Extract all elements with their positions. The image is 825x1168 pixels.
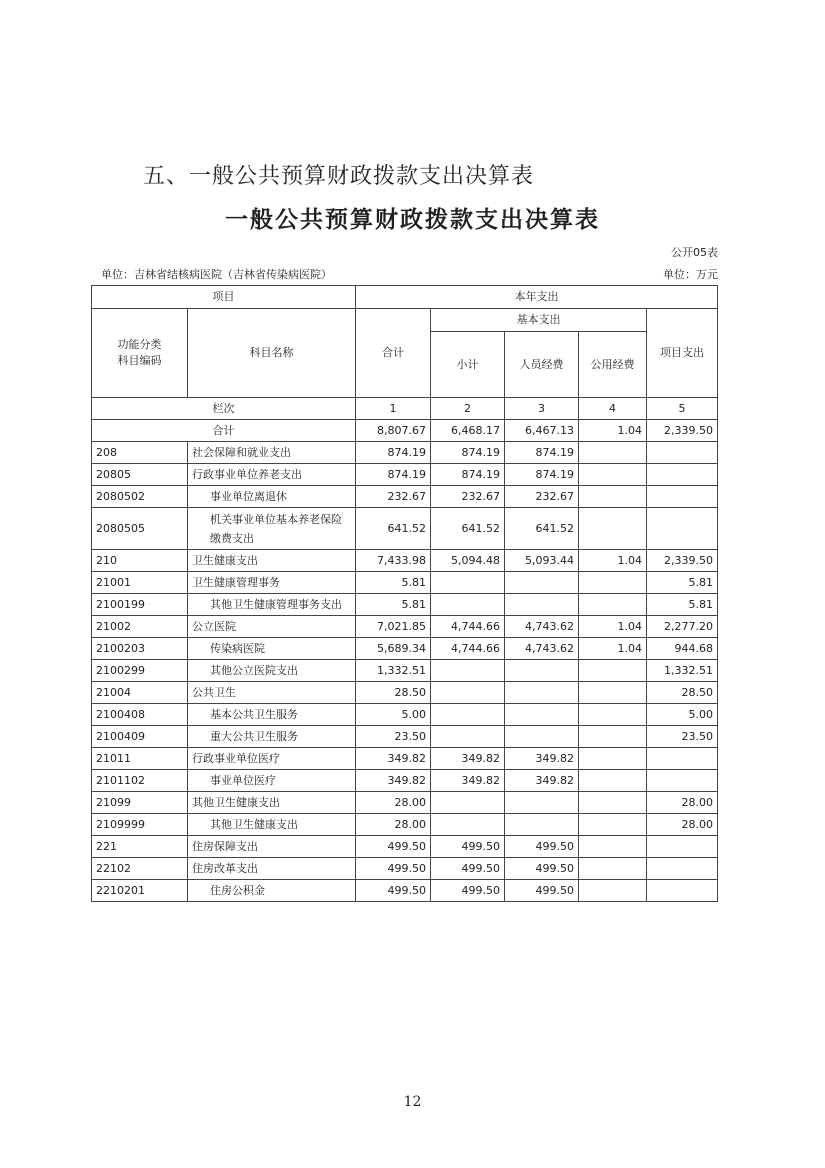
- table-row: [92, 858, 718, 880]
- cell-total: 28.00: [356, 814, 431, 836]
- cell-total: 5.81: [356, 572, 431, 594]
- cell-subtotal: [431, 660, 505, 682]
- col-number: 2: [431, 398, 505, 420]
- cell-subtotal: 874.19: [431, 464, 505, 486]
- cell-public: [579, 660, 647, 682]
- cell-name: 公立医院: [188, 616, 356, 638]
- currency-unit: 单位：万元: [663, 268, 718, 281]
- cell-project: 5.00: [647, 704, 718, 726]
- table-row: [92, 508, 718, 550]
- cell-code: 20805: [92, 464, 188, 486]
- cell-personnel: 349.82: [505, 770, 579, 792]
- table-row: [92, 550, 718, 572]
- cell-public: 1.04: [579, 550, 647, 572]
- table-row: [92, 660, 718, 682]
- cell-code: 221: [92, 836, 188, 858]
- cell-public: 1.04: [579, 616, 647, 638]
- cell-public: [579, 880, 647, 902]
- table-row: [92, 704, 718, 726]
- cell-code: 2080502: [92, 486, 188, 508]
- cell-name: 其他卫生健康支出: [188, 814, 356, 836]
- form-number: 公开05表: [671, 246, 718, 259]
- cell-project: [647, 748, 718, 770]
- budget-table: [91, 285, 718, 902]
- cell-personnel: 499.50: [505, 858, 579, 880]
- cell-total: 5,689.34: [356, 638, 431, 660]
- cell-code: 21001: [92, 572, 188, 594]
- cell-public: [579, 508, 647, 550]
- cell-subtotal: [431, 572, 505, 594]
- cell-personnel: [505, 682, 579, 704]
- table-row: [92, 748, 718, 770]
- header-subtotal: 小计: [431, 332, 505, 398]
- cell-code: 21099: [92, 792, 188, 814]
- cell-code: 22102: [92, 858, 188, 880]
- table-row: [92, 814, 718, 836]
- cell-personnel: 349.82: [505, 748, 579, 770]
- cell-public: [579, 594, 647, 616]
- cell-personnel: [505, 660, 579, 682]
- cell-code: 2100199: [92, 594, 188, 616]
- sum-value: 8,807.67: [356, 420, 431, 442]
- table-row: [92, 616, 718, 638]
- cell-personnel: 4,743.62: [505, 616, 579, 638]
- cell-public: [579, 572, 647, 594]
- cell-code: 208: [92, 442, 188, 464]
- unit-name: 单位：吉林省结核病医院（吉林省传染病医院）: [101, 268, 332, 281]
- cell-project: [647, 836, 718, 858]
- cell-subtotal: 641.52: [431, 508, 505, 550]
- cell-subtotal: 4,744.66: [431, 638, 505, 660]
- cell-name: 基本公共卫生服务: [188, 704, 356, 726]
- cell-public: [579, 814, 647, 836]
- cell-subtotal: [431, 814, 505, 836]
- cell-code: 2100408: [92, 704, 188, 726]
- cell-project: 2,339.50: [647, 550, 718, 572]
- header-personnel: 人员经费: [505, 332, 579, 398]
- cell-name: 卫生健康管理事务: [188, 572, 356, 594]
- cell-public: [579, 836, 647, 858]
- cell-total: 874.19: [356, 464, 431, 486]
- cell-name: 住房保障支出: [188, 836, 356, 858]
- cell-subtotal: 232.67: [431, 486, 505, 508]
- cell-project: 5.81: [647, 572, 718, 594]
- cell-code: 210: [92, 550, 188, 572]
- cell-code: 2101102: [92, 770, 188, 792]
- cell-total: 349.82: [356, 770, 431, 792]
- cell-project: 23.50: [647, 726, 718, 748]
- cell-project: [647, 508, 718, 550]
- header-name: 科目名称: [188, 309, 356, 398]
- cell-project: [647, 486, 718, 508]
- table-row: [92, 836, 718, 858]
- cell-name: 事业单位医疗: [188, 770, 356, 792]
- cell-subtotal: 499.50: [431, 858, 505, 880]
- header-project: 项目支出: [647, 309, 718, 398]
- cell-subtotal: [431, 594, 505, 616]
- cell-public: [579, 792, 647, 814]
- cell-public: [579, 486, 647, 508]
- cell-name: 其他公立医院支出: [188, 660, 356, 682]
- cell-personnel: [505, 572, 579, 594]
- cell-name: 机关事业单位基本养老保险缴费支出: [188, 508, 356, 550]
- cell-subtotal: [431, 682, 505, 704]
- table-row: [92, 770, 718, 792]
- cell-name: 行政事业单位养老支出: [188, 464, 356, 486]
- cell-name: 重大公共卫生服务: [188, 726, 356, 748]
- cell-project: [647, 880, 718, 902]
- cell-public: [579, 726, 647, 748]
- cell-project: [647, 464, 718, 486]
- table-row: [92, 572, 718, 594]
- cell-project: 28.00: [647, 792, 718, 814]
- cell-code: 21011: [92, 748, 188, 770]
- cell-total: 5.81: [356, 594, 431, 616]
- cell-subtotal: [431, 726, 505, 748]
- cell-total: 5.00: [356, 704, 431, 726]
- table-row: [92, 792, 718, 814]
- cell-total: 874.19: [356, 442, 431, 464]
- cell-personnel: 232.67: [505, 486, 579, 508]
- cell-personnel: 499.50: [505, 880, 579, 902]
- cell-public: 1.04: [579, 638, 647, 660]
- cell-total: 7,433.98: [356, 550, 431, 572]
- cell-total: 28.50: [356, 682, 431, 704]
- cell-subtotal: 499.50: [431, 836, 505, 858]
- sum-value: 1.04: [579, 420, 647, 442]
- cell-code: 2100299: [92, 660, 188, 682]
- col-number: 3: [505, 398, 579, 420]
- cell-subtotal: 499.50: [431, 880, 505, 902]
- page-title: 一般公共预算财政拨款支出决算表: [225, 206, 600, 233]
- cell-total: 1,332.51: [356, 660, 431, 682]
- cell-code: 2080505: [92, 508, 188, 550]
- cell-project: 5.81: [647, 594, 718, 616]
- table-row: [92, 638, 718, 660]
- cell-code: 21002: [92, 616, 188, 638]
- col-number: 4: [579, 398, 647, 420]
- cell-name: 事业单位离退休: [188, 486, 356, 508]
- cell-subtotal: 4,744.66: [431, 616, 505, 638]
- cell-name: 传染病医院: [188, 638, 356, 660]
- cell-personnel: 5,093.44: [505, 550, 579, 572]
- cell-code: 21004: [92, 682, 188, 704]
- cell-project: [647, 442, 718, 464]
- cell-personnel: [505, 814, 579, 836]
- cell-total: 499.50: [356, 836, 431, 858]
- sum-value: 2,339.50: [647, 420, 718, 442]
- col-number-label: 栏次: [92, 398, 356, 420]
- cell-public: [579, 442, 647, 464]
- cell-public: [579, 858, 647, 880]
- table-row: [92, 442, 718, 464]
- cell-public: [579, 748, 647, 770]
- cell-subtotal: 5,094.48: [431, 550, 505, 572]
- header-public: 公用经费: [579, 332, 647, 398]
- sum-label: 合计: [92, 420, 356, 442]
- cell-personnel: 874.19: [505, 442, 579, 464]
- cell-name: 卫生健康支出: [188, 550, 356, 572]
- table-row: [92, 594, 718, 616]
- cell-subtotal: [431, 704, 505, 726]
- table-row: [92, 464, 718, 486]
- cell-total: 499.50: [356, 858, 431, 880]
- sum-value: 6,467.13: [505, 420, 579, 442]
- cell-project: 2,277.20: [647, 616, 718, 638]
- col-number: 5: [647, 398, 718, 420]
- header-code: 功能分类 科目编码: [92, 309, 188, 398]
- cell-subtotal: 349.82: [431, 748, 505, 770]
- cell-name: 住房公积金: [188, 880, 356, 902]
- cell-personnel: 499.50: [505, 836, 579, 858]
- cell-name: 社会保障和就业支出: [188, 442, 356, 464]
- table-row: [92, 682, 718, 704]
- sum-value: 6,468.17: [431, 420, 505, 442]
- cell-code: 2210201: [92, 880, 188, 902]
- cell-code: 2100203: [92, 638, 188, 660]
- cell-total: 232.67: [356, 486, 431, 508]
- col-number: 1: [356, 398, 431, 420]
- cell-personnel: [505, 726, 579, 748]
- cell-personnel: 874.19: [505, 464, 579, 486]
- cell-personnel: [505, 792, 579, 814]
- cell-total: 7,021.85: [356, 616, 431, 638]
- cell-project: [647, 858, 718, 880]
- cell-total: 28.00: [356, 792, 431, 814]
- header-basic: 基本支出: [431, 309, 647, 332]
- cell-subtotal: 349.82: [431, 770, 505, 792]
- cell-name: 住房改革支出: [188, 858, 356, 880]
- page-number: 12: [403, 1094, 422, 1110]
- cell-subtotal: 874.19: [431, 442, 505, 464]
- cell-project: 28.00: [647, 814, 718, 836]
- cell-project: [647, 770, 718, 792]
- cell-public: [579, 464, 647, 486]
- cell-subtotal: [431, 792, 505, 814]
- cell-personnel: 641.52: [505, 508, 579, 550]
- cell-name: 其他卫生健康管理事务支出: [188, 594, 356, 616]
- cell-personnel: [505, 704, 579, 726]
- table-row: [92, 486, 718, 508]
- cell-name: 行政事业单位医疗: [188, 748, 356, 770]
- section-title: 五、一般公共预算财政拨款支出决算表: [143, 164, 535, 189]
- cell-project: 944.68: [647, 638, 718, 660]
- header-total: 合计: [356, 309, 431, 398]
- cell-project: 1,332.51: [647, 660, 718, 682]
- header-current-year: 本年支出: [356, 286, 718, 309]
- cell-total: 349.82: [356, 748, 431, 770]
- cell-total: 499.50: [356, 880, 431, 902]
- header-item: 项目: [92, 286, 356, 309]
- cell-personnel: [505, 594, 579, 616]
- cell-total: 23.50: [356, 726, 431, 748]
- cell-name: 其他卫生健康支出: [188, 792, 356, 814]
- cell-code: 2109999: [92, 814, 188, 836]
- cell-public: [579, 682, 647, 704]
- cell-name: 公共卫生: [188, 682, 356, 704]
- cell-public: [579, 704, 647, 726]
- cell-public: [579, 770, 647, 792]
- cell-total: 641.52: [356, 508, 431, 550]
- cell-code: 2100409: [92, 726, 188, 748]
- cell-personnel: 4,743.62: [505, 638, 579, 660]
- table-row: [92, 726, 718, 748]
- table-row: [92, 880, 718, 902]
- cell-project: 28.50: [647, 682, 718, 704]
